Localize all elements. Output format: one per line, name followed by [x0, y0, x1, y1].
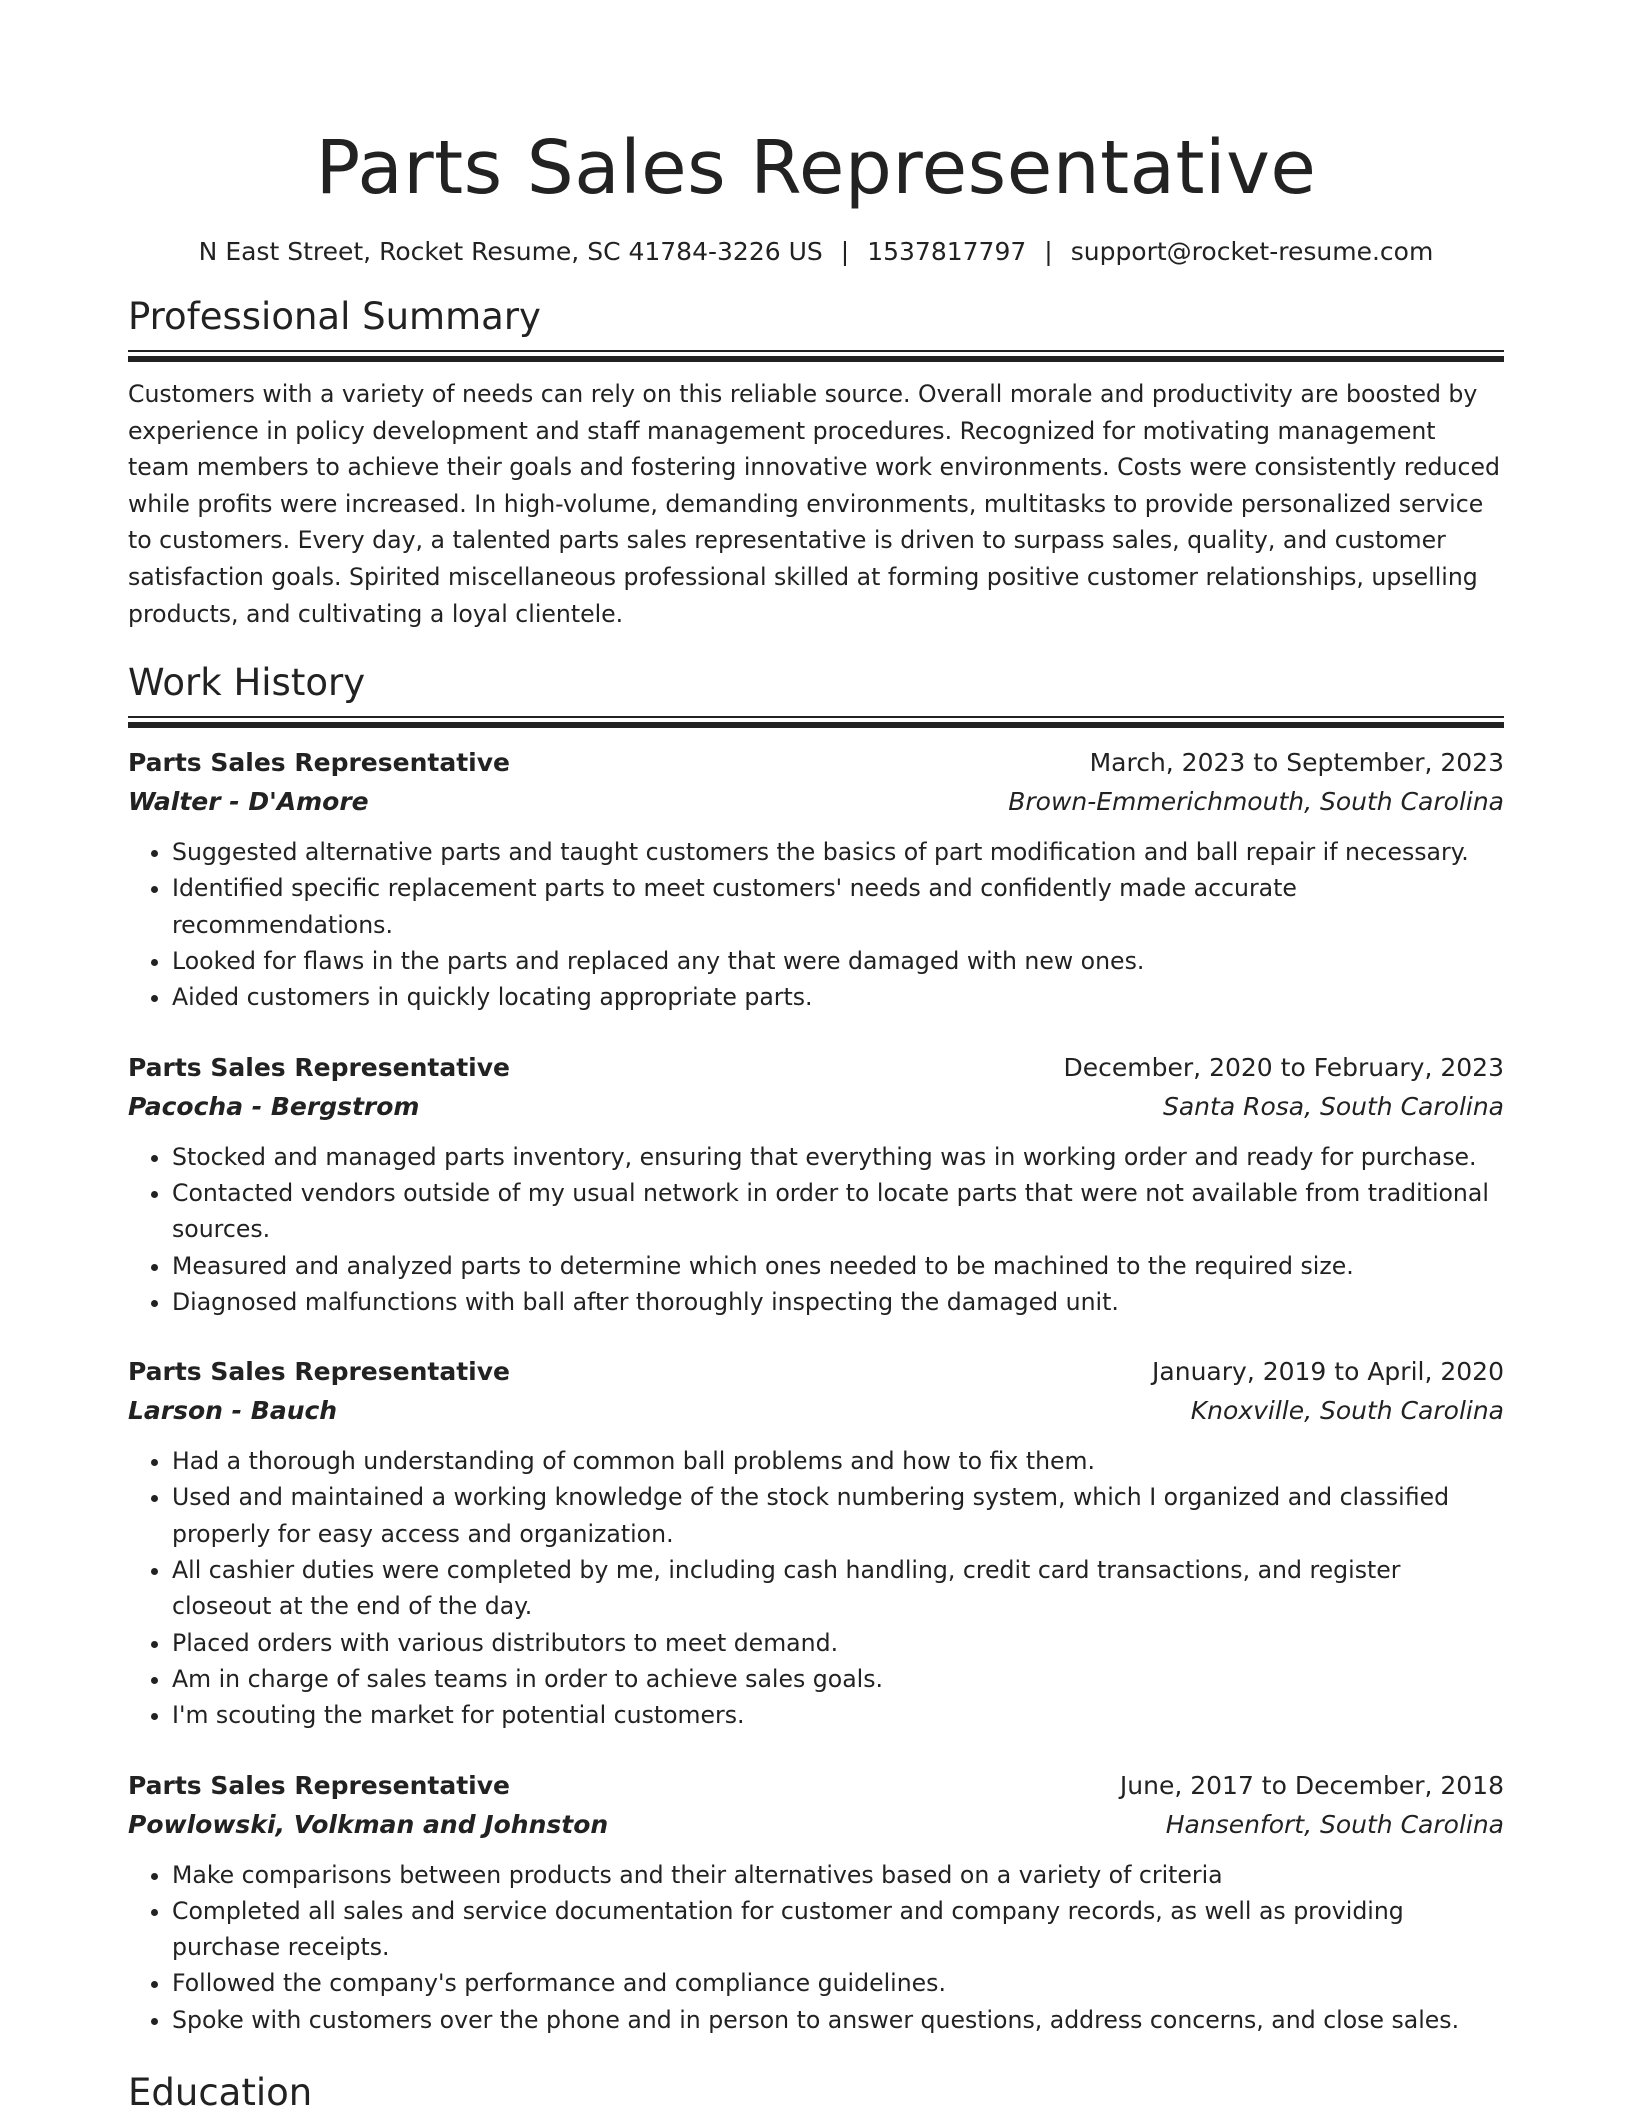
list-item: • Make comparisons between products and their alternatives based on a variety of criteria — [172, 1857, 1504, 1893]
job-title: Parts Sales Representative — [128, 1052, 510, 1082]
list-item: • Completed all sales and service documentation for customer and company records, as well as providing purchase receipts. — [172, 1893, 1504, 1966]
list-item: • Had a thorough understanding of common ball problems and how to fix them. — [172, 1443, 1504, 1479]
list-item: • Used and maintained a working knowledge of the stock numbering system, which I organized and classified properly for easy access and organization. — [172, 1479, 1504, 1552]
job-title: Parts Sales Representative — [128, 1357, 510, 1387]
job-company: Pacocha - Bergstrom — [128, 1091, 420, 1121]
job-entry — [128, 1769, 1504, 2038]
list-item: • Identified specific replacement parts to meet customers' needs and confidently made accurate recommendations. — [172, 870, 1504, 943]
contact-email: support@rocket-resume.com — [1070, 237, 1434, 266]
job-location: Knoxville, South Carolina — [1190, 1396, 1504, 1426]
resume-name: Parts Sales Representative — [315, 125, 1317, 211]
professional-summary-section — [128, 294, 1504, 632]
section-divider — [128, 716, 1504, 728]
section-title-education: Education — [128, 2070, 313, 2112]
job-company: Powlowski, Volkman and Johnston — [128, 1809, 609, 1839]
list-item: • Looked for flaws in the parts and replaced any that were damaged with new ones. — [172, 943, 1504, 979]
list-item: • Am in charge of sales teams in order to achieve sales goals. — [172, 1661, 1504, 1697]
list-item: • Placed orders with various distributors to meet demand. — [172, 1625, 1504, 1661]
job-location: Hansenfort, South Carolina — [1165, 1809, 1504, 1839]
list-item: • All cashier duties were completed by me, including cash handling, credit card transactions, and register closeout at the end of the day. — [172, 1552, 1504, 1625]
section-title-summary: Professional Summary — [128, 295, 541, 338]
list-item: • Spoke with customers over the phone and in person to answer questions, address concerns, and close sales. — [172, 2002, 1504, 2038]
job-dates: December, 2020 to February, 2023 — [1063, 1052, 1504, 1082]
work-history-section — [128, 660, 1504, 2038]
job-location: Santa Rosa, South Carolina — [1162, 1091, 1504, 1121]
contact-separator: | — [1044, 237, 1053, 266]
list-item: • Aided customers in quickly locating appropriate parts. — [172, 979, 1504, 1015]
list-item: • I'm scouting the market for potential customers. — [172, 1697, 1504, 1733]
contact-phone: 1537817797 — [867, 237, 1027, 266]
job-company: Walter - D'Amore — [128, 787, 369, 817]
job-title: Parts Sales Representative — [128, 1770, 510, 1800]
summary-text: Customers with a variety of needs can rely on this reliable source. Overall morale and productivity are boosted by experience in policy development and staff management procedures. Recognized for motivating management team members to achieve their goals and fostering innovative work environments. Costs were consistently reduced while profits were increased. In high-volume, demanding environments, multitasks to provide personalized service to customers. Every day, a talented parts sales representative is driven to surpass sales, quality, and customer satisfaction goals. Spirited miscellaneous professional skilled at forming positive customer relationships, upselling products, and cultivating a loyal clientele. — [128, 380, 1500, 628]
job-entry — [128, 1355, 1504, 1733]
list-item: • Contacted vendors outside of my usual network in order to locate parts that were not available from traditional sources. — [172, 1175, 1504, 1248]
resume-page — [128, 0, 1504, 2112]
contact-address: N East Street, Rocket Resume, SC 41784-3226 US — [198, 237, 823, 266]
job-entry — [128, 1051, 1504, 1320]
contact-separator: | — [840, 237, 850, 266]
job-bullets — [128, 1443, 1504, 1733]
list-item: • Measured and analyzed parts to determine which ones needed to be machined to the required size. — [172, 1248, 1504, 1284]
job-bullets — [128, 1139, 1504, 1320]
list-item: • Diagnosed malfunctions with ball after thoroughly inspecting the damaged unit. — [172, 1284, 1504, 1320]
job-dates: March, 2023 to September, 2023 — [1089, 748, 1504, 778]
contact-line — [128, 236, 1504, 268]
education-section — [128, 2070, 1504, 2112]
job-company: Larson - Bauch — [128, 1396, 338, 1426]
job-location: Brown-Emmerichmouth, South Carolina — [1008, 787, 1504, 817]
list-item: • Stocked and managed parts inventory, ensuring that everything was in working order and ready for purchase. — [172, 1139, 1504, 1175]
list-item: • Suggested alternative parts and taught customers the basics of part modification and ball repair if necessary. — [172, 834, 1504, 870]
job-bullets — [128, 834, 1504, 1015]
job-title: Parts Sales Representative — [128, 748, 510, 778]
job-entry — [128, 746, 1504, 1015]
job-dates: June, 2017 to December, 2018 — [1119, 1770, 1504, 1800]
list-item: • Followed the company's performance and compliance guidelines. — [172, 1965, 1504, 2001]
section-divider — [128, 350, 1504, 362]
section-title-work-history: Work History — [128, 661, 366, 705]
job-dates: January, 2019 to April, 2020 — [1152, 1357, 1504, 1387]
job-bullets — [128, 1857, 1504, 2038]
